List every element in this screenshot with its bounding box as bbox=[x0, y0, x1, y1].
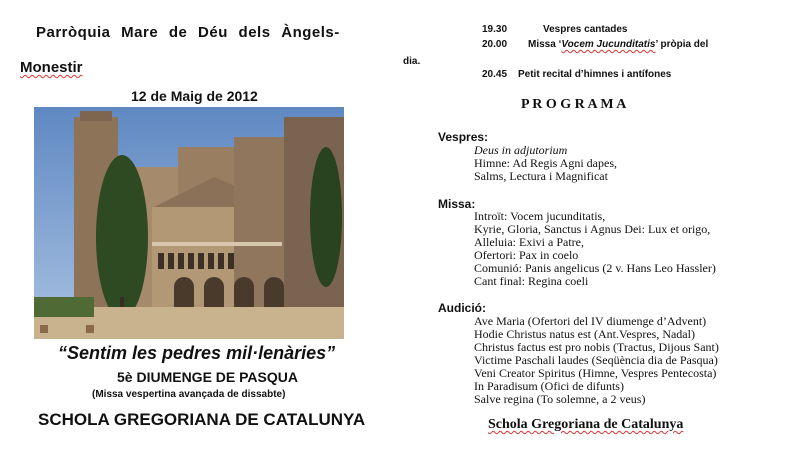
missa-line-2: Kyrie, Gloria, Sanctus i Agnus Dei: Lux et origo, bbox=[474, 222, 711, 236]
vespres-title: Vespres: bbox=[438, 130, 489, 144]
schedule-text-2-cont: dia. bbox=[403, 56, 421, 67]
monastery-photo bbox=[34, 107, 344, 339]
missa-title: Missa: bbox=[438, 197, 476, 211]
vespres-line-1: Deus in adjutorium bbox=[474, 143, 568, 157]
footer-choir: Schola Gregoriana de Catalunya bbox=[488, 417, 684, 432]
slogan: “Sentim les pedres mil·lenàries” bbox=[58, 343, 336, 363]
audicio-line-6: In Paradisum (Ofici de difunts) bbox=[474, 379, 624, 393]
choir-name: SCHOLA GREGORIANA DE CATALUNYA bbox=[38, 410, 366, 429]
schedule-time-2: 20.00 bbox=[482, 39, 508, 50]
audicio-title: Audició: bbox=[438, 301, 486, 315]
schedule-time-3: 20.45 bbox=[482, 69, 508, 80]
audicio-line-1: Ave Maria (Ofertori del IV diumenge d’Advent) bbox=[474, 314, 707, 328]
audicio-line-2: Hodie Christus natus est (Ant.Vespres, Nadal) bbox=[474, 327, 695, 341]
missa-line-6: Cant final: Regina coeli bbox=[474, 274, 589, 288]
sunday-title: 5è DIUMENGE DE PASQUA bbox=[117, 369, 298, 385]
mass-note: (Missa vespertina avançada de dissabte) bbox=[92, 389, 286, 400]
missa-line-3: Alleluia: Exivi a Patre, bbox=[474, 235, 584, 249]
event-date: 12 de Maig de 2012 bbox=[131, 88, 258, 104]
schedule-text-3: Petit recital d’himnes i antífones bbox=[518, 69, 672, 80]
programa-title: P R O G R A M A bbox=[521, 97, 627, 112]
vespres-line-3: Salms, Lectura i Magnificat bbox=[474, 169, 608, 183]
schedule-text-1: Vespres cantades bbox=[543, 24, 628, 35]
schedule-text-2: Missa ‘Vocem Jucunditatis’ pròpia del bbox=[528, 39, 709, 50]
missa-line-4: Ofertori: Pax in coelo bbox=[474, 248, 579, 262]
missa-line-5: Comunió: Panis angelicus (2 v. Hans Leo Hassler) bbox=[474, 261, 716, 275]
audicio-line-5: Veni Creator Spiritus (Himne, Vespres Pentecosta) bbox=[474, 366, 717, 380]
parish-title-line1: Parròquia Mare de Déu dels Àngels- bbox=[36, 24, 340, 41]
schedule-time-1: 19.30 bbox=[482, 24, 508, 35]
vespres-line-2: Himne: Ad Regis Agni dapes, bbox=[474, 156, 617, 170]
audicio-line-3: Christus factus est pro nobis (Tractus, Dijous Sant) bbox=[474, 340, 719, 354]
audicio-line-7: Salve regina (To solemne, a 2 veus) bbox=[474, 392, 646, 406]
audicio-line-4: Victime Paschali laudes (Seqüència dia de Pasqua) bbox=[474, 353, 718, 367]
parish-title-line2: Monestir bbox=[20, 59, 83, 76]
missa-line-1: Introït: Vocem jucunditatis, bbox=[474, 209, 606, 223]
monastery-illustration bbox=[34, 107, 344, 339]
